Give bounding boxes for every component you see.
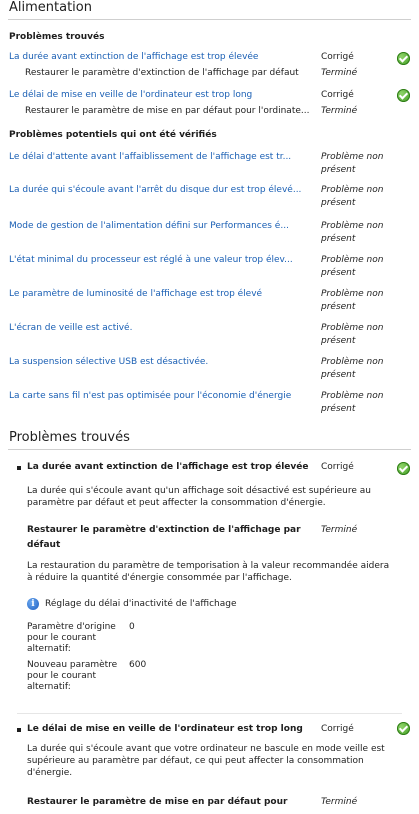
param-label (27, 622, 116, 655)
check-icon (397, 89, 410, 102)
checked-status-2: présent (321, 165, 356, 175)
action-title-line1: Restaurer le paramètre d'extinction de l'affichage par (27, 525, 301, 535)
action-title-line1: Restaurer le paramètre de mise en par défaut pour (27, 797, 288, 807)
checked-status-1: Problème non (321, 323, 384, 333)
status-text: Corrigé (321, 724, 354, 734)
checked-link[interactable]: L'état minimal du processeur est réglé à une valeur trop élev... (9, 255, 293, 265)
param-value: 0 (129, 622, 135, 632)
checked-status-2: présent (321, 302, 356, 312)
section-title-power: Alimentation (9, 0, 92, 15)
checked-link[interactable]: L'écran de veille est activé. (9, 323, 133, 333)
action-status: Terminé (321, 106, 358, 116)
checked-heading: Problèmes potentiels qui ont été vérifiés (9, 130, 217, 140)
section-title-found: Problèmes trouvés (9, 430, 130, 445)
param-label-line: Nouveau paramètre (27, 660, 118, 670)
checked-status-2: présent (321, 336, 356, 346)
check-icon (397, 722, 410, 735)
checked-status-2: présent (321, 234, 356, 244)
status-text: Corrigé (321, 52, 354, 62)
checked-status-2: présent (321, 198, 356, 208)
action-text: Restaurer le paramètre d'extinction de l'affichage par défaut (25, 68, 299, 78)
checked-status-1: Problème non (321, 357, 384, 367)
info-icon: i (27, 598, 39, 610)
checked-status-1: Problème non (321, 289, 384, 299)
status-text: Corrigé (321, 462, 354, 472)
checked-status-2: présent (321, 268, 356, 278)
action-title-line2: défaut (27, 540, 61, 550)
status-text: Corrigé (321, 90, 354, 100)
found-link-sleep-timeout[interactable]: Le délai de mise en veille de l'ordinateur est trop long (9, 90, 253, 100)
checked-status-2: présent (321, 404, 356, 414)
bullet (17, 728, 21, 732)
param-value: 600 (129, 660, 147, 670)
checked-link[interactable]: La durée qui s'écoule avant l'arrêt du disque dur est trop élevé... (9, 185, 302, 195)
action-description: La restauration du paramètre de temporisation à la valeur recommandée aidera à réduire la quantité d'énergie consommée par l'affichage. (27, 561, 390, 583)
checked-link[interactable]: La carte sans fil n'est pas optimisée pour l'économie d'énergie (9, 391, 292, 401)
checked-link[interactable]: Le délai d'attente avant l'affaiblissement de l'affichage est tr... (9, 152, 292, 162)
param-label-line: alternatif: (27, 682, 71, 692)
info-title: Réglage du délai d'inactivité de l'affichage (45, 599, 237, 609)
detail-title: La durée avant extinction de l'affichage est trop élevée (27, 462, 309, 472)
detail-description: La durée qui s'écoule avant que votre ordinateur ne bascule en mode veille est supérieure au paramètre par défaut, ce qui peut affecter la consommation d'énergie. (27, 744, 385, 778)
param-label (27, 660, 117, 693)
checked-link[interactable]: Mode de gestion de l'alimentation défini sur Performances é... (9, 221, 289, 231)
checked-status-1: Problème non (321, 255, 384, 265)
bullet (17, 466, 21, 470)
checked-link[interactable]: Le paramètre de luminosité de l'affichage est trop élevé (9, 289, 263, 299)
param-label-line: pour le courant (27, 671, 96, 681)
found-link-display-timeout[interactable]: La durée avant extinction de l'affichage est trop élevée (9, 52, 259, 62)
divider (8, 19, 411, 20)
action-status: Terminé (321, 525, 358, 535)
found-heading: Problèmes trouvés (9, 32, 105, 42)
checked-link[interactable]: La suspension sélective USB est désactivée. (9, 357, 209, 367)
check-icon (397, 52, 410, 65)
check-icon (397, 462, 410, 475)
checked-status-1: Problème non (321, 221, 384, 231)
checked-status-1: Problème non (321, 391, 384, 401)
action-status: Terminé (321, 68, 358, 78)
checked-status-1: Problème non (321, 185, 384, 195)
param-label-line: Paramètre d'origine (27, 622, 116, 632)
param-label-line: pour le courant (27, 633, 96, 643)
divider (17, 713, 402, 714)
checked-status-1: Problème non (321, 152, 384, 162)
detail-description: La durée qui s'écoule avant qu'un affichage soit désactivé est supérieure au paramètre par défaut et peut affecter la consommation d'énergie. (27, 486, 371, 508)
action-text: Restaurer le paramètre de mise en par défaut pour l'ordinate... (25, 106, 310, 116)
action-status: Terminé (321, 797, 358, 807)
divider (8, 449, 411, 450)
detail-title: Le délai de mise en veille de l'ordinateur est trop long (27, 724, 303, 734)
checked-status-2: présent (321, 370, 356, 380)
param-label-line: alternatif: (27, 644, 71, 654)
